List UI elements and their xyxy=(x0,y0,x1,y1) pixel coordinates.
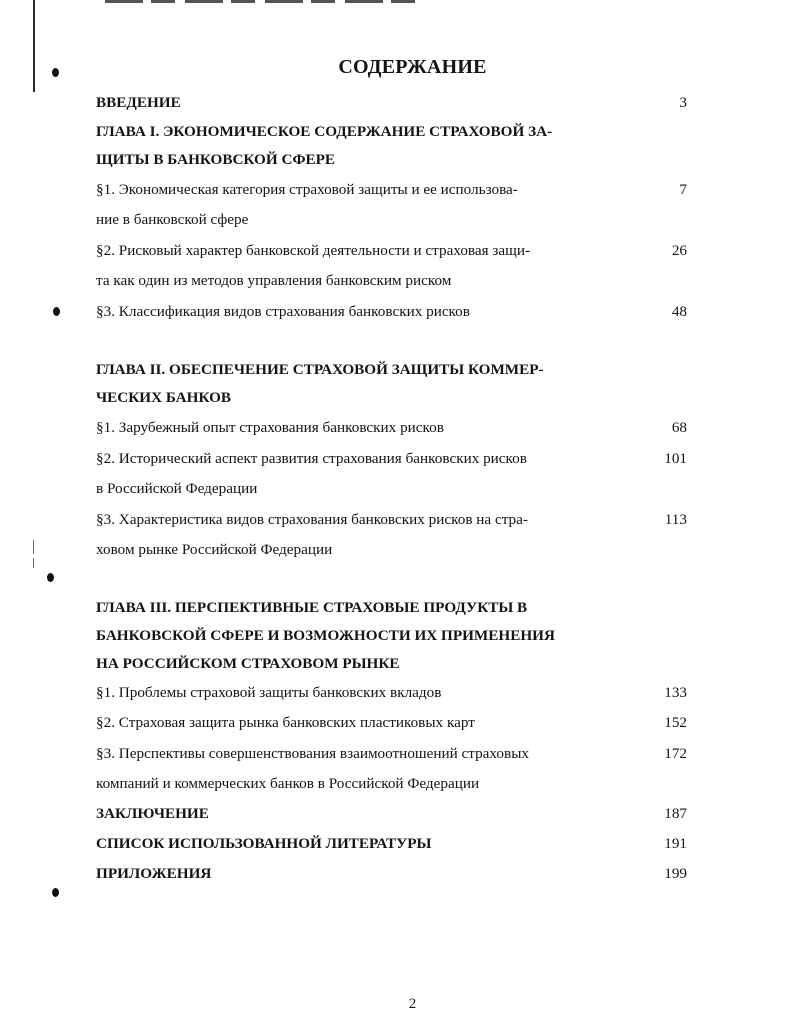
page-number: 2 xyxy=(408,996,417,1012)
toc-entry-line: §3. Классификация видов страхования банковских рисков xyxy=(96,303,470,320)
toc-page-number: 48 xyxy=(671,303,687,320)
toc-entry-line: ние в банковской сфере xyxy=(96,211,249,228)
toc-page-number: 133 xyxy=(664,684,687,701)
toc-entry-line: §3. Характеристика видов страхования банковских рисков на стра- xyxy=(96,511,528,528)
toc-heading-line: ГЛАВА I. ЭКОНОМИЧЕСКОЕ СОДЕРЖАНИЕ СТРАХОВОЙ ЗА- xyxy=(96,123,553,140)
toc-page-number: 101 xyxy=(664,450,687,467)
toc-entry-line: §3. Перспективы совершенствования взаимоотношений страховых xyxy=(96,745,529,762)
toc-heading-line: ГЛАВА III. ПЕРСПЕКТИВНЫЕ СТРАХОВЫЕ ПРОДУКТЫ В xyxy=(96,599,528,616)
toc-entry-line: §1. Экономическая категория страховой защиты и ее использова- xyxy=(96,181,518,198)
toc-heading-line: СПИСОК ИСПОЛЬЗОВАННОЙ ЛИТЕРАТУРЫ xyxy=(96,835,432,852)
toc-entry-line: компаний и коммерческих банков в Российской Федерации xyxy=(96,775,480,792)
scan-top-artifact xyxy=(105,0,415,3)
binding-hole-mark xyxy=(52,888,59,897)
toc-page-number: 191 xyxy=(664,835,687,852)
toc-heading-line: ЧЕСКИХ БАНКОВ xyxy=(96,389,232,406)
binding-hole-mark xyxy=(47,573,54,582)
scan-edge-mark xyxy=(33,540,34,554)
toc-page-number: 152 xyxy=(664,714,687,731)
toc-heading-line: БАНКОВСКОЙ СФЕРЕ И ВОЗМОЖНОСТИ ИХ ПРИМЕНЕНИЯ xyxy=(96,627,555,644)
binding-hole-mark xyxy=(53,307,60,316)
toc-entry-line: §1. Проблемы страховой защиты банковских вкладов xyxy=(96,684,442,701)
toc-heading-line: ВВЕДЕНИЕ xyxy=(96,94,181,111)
toc-entry-line: §2. Страховая защита рынка банковских пластиковых карт xyxy=(96,714,475,731)
toc-page-number: 26 xyxy=(671,242,687,259)
toc-page-number: 68 xyxy=(671,419,687,436)
scan-edge-mark xyxy=(33,558,34,568)
page-title: СОДЕРЖАНИЕ xyxy=(338,56,487,78)
toc-entry-line: та как один из методов управления банковским риском xyxy=(96,272,452,289)
toc-page-number: 113 xyxy=(664,511,687,528)
toc-entry-line: §2. Исторический аспект развития страхования банковских рисков xyxy=(96,450,527,467)
toc-heading-line: ГЛАВА II. ОБЕСПЕЧЕНИЕ СТРАХОВОЙ ЗАЩИТЫ КОММЕР- xyxy=(96,361,544,378)
toc-heading-line: ПРИЛОЖЕНИЯ xyxy=(96,865,212,882)
toc-page-number: 199 xyxy=(664,865,687,882)
toc-heading-line: НА РОССИЙСКОМ СТРАХОВОМ РЫНКЕ xyxy=(96,655,400,672)
toc-entry-line: §1. Зарубежный опыт страхования банковских рисков xyxy=(96,419,444,436)
toc-heading-line: ЩИТЫ В БАНКОВСКОЙ СФЕРЕ xyxy=(96,151,336,168)
toc-entry-line: ховом рынке Российской Федерации xyxy=(96,541,333,558)
toc-heading-line: ЗАКЛЮЧЕНИЕ xyxy=(96,805,209,822)
toc-entry-line: §2. Рисковый характер банковской деятельности и страховая защи- xyxy=(96,242,531,259)
toc-page-number: 187 xyxy=(664,805,687,822)
toc-page-number: 172 xyxy=(664,745,687,762)
toc-entry-line: в Российской Федерации xyxy=(96,480,258,497)
toc-page-number: 3 xyxy=(679,94,687,111)
toc-page-number: 7 xyxy=(679,181,687,198)
